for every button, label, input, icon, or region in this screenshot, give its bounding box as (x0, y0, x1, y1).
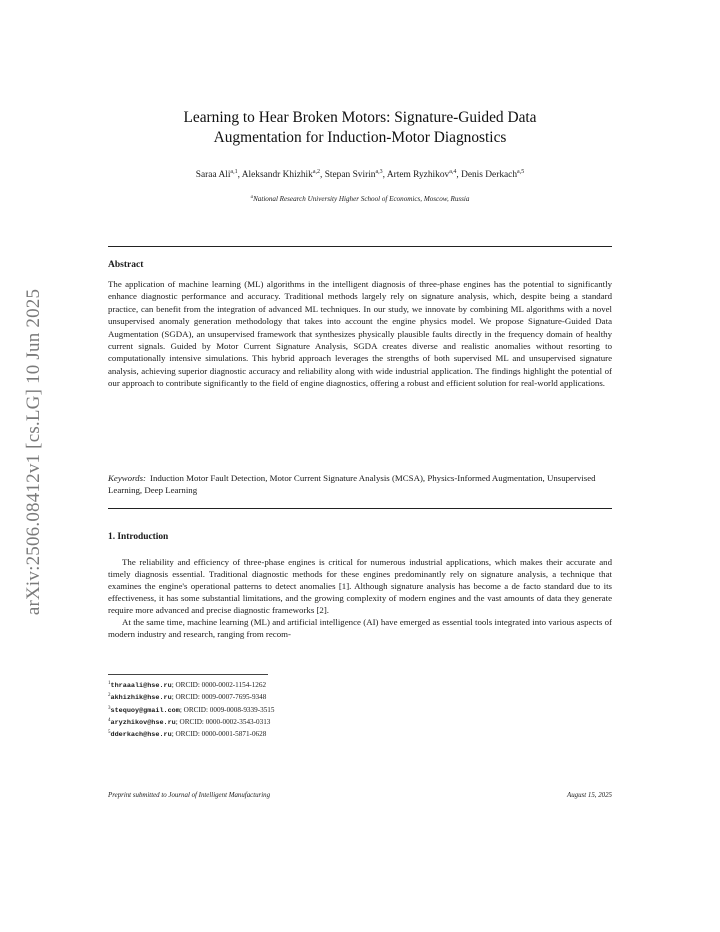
footnote-num: 2 (108, 693, 111, 699)
paragraph: At the same time, machine learning (ML) and artificial intelligence (AI) have emerged as essential tools integrated into various aspects of modern industry and research, ranging from recom- (108, 617, 612, 639)
footnote-orcid: ; ORCID: 0009-0007-7695-9348 (171, 693, 267, 702)
footnote (108, 728, 612, 740)
arxiv-sidebar-stamp (20, 262, 48, 642)
introduction-body (108, 556, 612, 640)
footer-journal: Preprint submitted to Journal of Intelligent Manufacturing (108, 792, 271, 799)
keywords (108, 472, 612, 497)
author-name: Stepan Svirin (324, 170, 376, 180)
footnote-num: 5 (108, 730, 111, 736)
keywords-text: Induction Motor Fault Detection, Motor Current Signature Analysis (MCSA), Physics-Informed Augmentation, Unsupervised Learning, Deep Learning (108, 473, 596, 496)
footnotes (108, 679, 612, 740)
title-line-2: Augmentation for Induction-Motor Diagnostics (213, 129, 507, 146)
paragraph: The reliability and efficiency of three-phase engines is critical for numerous industrial applications, which makes their accurate and timely diagnosis essential. Traditional diagnostic methods for these engines predominantly rely on signature analysis, a technique that examines the engine's operational patterns to detect anomalies [1]. Although signature analysis has become a de facto standard due to its effectiveness, it has some substantial limitations, and the growing complexity of modern engines and the vast amounts of data they generate require more advanced and precise diagnostic frameworks [2]. (108, 557, 612, 615)
footnote-num: 3 (108, 705, 111, 711)
title-line-1: Learning to Hear Broken Motors: Signature-Guided Data (183, 109, 537, 126)
footnote-num: 4 (108, 717, 111, 723)
abstract-text: The application of machine learning (ML) algorithms in the intelligent diagnosis of three-phase engines has the potential to significantly enhance diagnostic performance and accuracy. Traditional methods largely rely on signature analysis, which, despite being a standard practice, can benefit from the integration of advanced ML techniques. In our study, we innovate by combining ML algorithms with a novel unsupervised anomaly generation methodology that takes into account the engine physics model. We propose Signature-Guided Data Augmentation (SGDA), an unsupervised framework that synthesizes physically plausible faults directly in the frequency domain of healthy current signals. Guided by Motor Current Signature Analysis, SGDA creates diverse and realistic anomalies without resorting to computationally intensive simulations. This hybrid approach leverages the strengths of both supervised ML and unsupervised signature analysis, achieving superior diagnostic accuracy and reliability along with wide industrial application. The findings highlight the potential of our approach to contribute significantly to the field of engine diagnostics, offering a robust and efficient solution for real-world applications. (108, 279, 612, 389)
footnote-email[interactable]: thraaali@hse.ru (110, 682, 172, 690)
author-name: Saraa Ali (195, 170, 231, 180)
footnote-orcid: ; ORCID: 0000-0002-1154-1262 (171, 681, 267, 689)
author-sup: a,5 (517, 169, 525, 175)
author-list: Saraa Ali$^{a,1}$, Aleksandr Khizhik$^{a,2}$, Stepan Svirin$^{a,3}$, Artem Ryzhikov$^{a,4}$, Denis Derkach$^{a,5}$ (195, 169, 525, 180)
author-name: Aleksandr Khizhik (241, 170, 313, 180)
footer-date: August 15, 2025 (567, 792, 612, 799)
affiliation-sup: a (250, 195, 254, 200)
footnote-orcid: ; ORCID: 0009-0008-9339-3515 (179, 705, 275, 714)
footnote (108, 716, 612, 728)
author-sup: a,1 (230, 169, 238, 175)
footnote-orcid: ; ORCID: 0000-0002-3543-0313 (175, 717, 271, 726)
footnote-email[interactable]: aryzhikov@hse.ru (110, 718, 176, 727)
arxiv-id: arXiv:2506.08412v1 [cs.LG] 10 Jun 2025 (23, 288, 44, 616)
page-footer (108, 792, 612, 799)
paper-title (108, 108, 612, 148)
footnote (108, 704, 612, 716)
abstract-top-rule (108, 246, 612, 247)
author-name: Artem Ryzhikov (386, 170, 450, 180)
footnote-orcid: ; ORCID: 0000-0001-5871-0628 (171, 730, 267, 739)
footnote-email[interactable]: stequoy@gmail.com (110, 706, 180, 715)
footnote-email[interactable]: akhizhik@hse.ru (110, 694, 172, 703)
affiliation-text: National Research University Higher School of Economics, Moscow, Russia (253, 195, 470, 203)
author-name: Denis Derkach (461, 170, 518, 180)
author-sup: a,4 (449, 169, 457, 175)
abstract-bottom-rule (108, 508, 612, 509)
footnote-rule (108, 674, 268, 675)
abstract-heading: Abstract (108, 260, 144, 270)
footnote (108, 691, 612, 703)
footnote-email[interactable]: dderkach@hse.ru (110, 731, 172, 740)
footnote (108, 679, 612, 691)
section-heading-introduction: 1. Introduction (108, 532, 169, 542)
affiliation (108, 195, 612, 203)
keywords-label: Keywords: (108, 473, 146, 483)
author-sup: a,3 (375, 169, 383, 175)
author-sup: a,2 (312, 169, 321, 175)
footnote-num: 1 (108, 681, 111, 686)
